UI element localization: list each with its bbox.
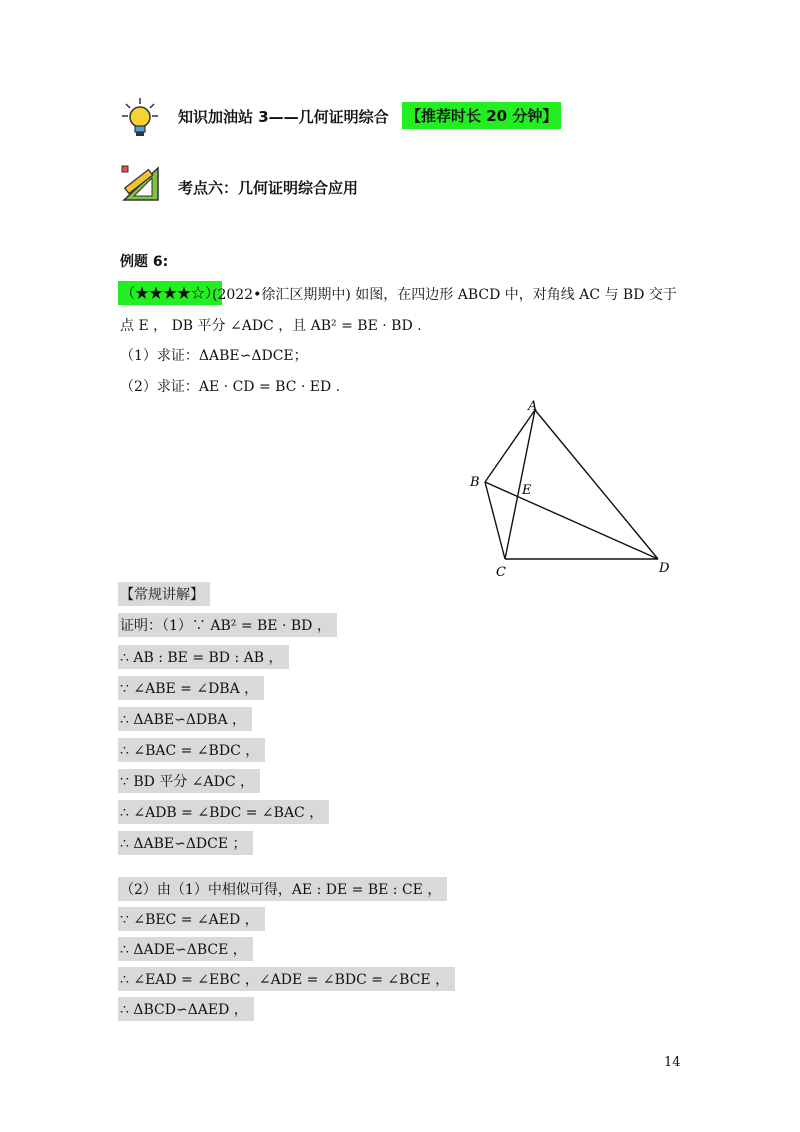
label-b: B — [470, 475, 480, 490]
lightbulb-icon — [120, 96, 160, 138]
label-c: C — [496, 565, 506, 580]
section-title: 知识加油站 3——几何证明综合 — [178, 108, 389, 126]
quadrilateral-figure — [460, 392, 680, 582]
problem-line-1: (2022•徐汇区期期中) 如图，在四边形 ABCD 中，对角线 AC 与 BD 交于 — [212, 287, 677, 303]
solution-line: ∴ ΔBCD∽ΔAED ， — [118, 997, 254, 1021]
edge-ad — [535, 410, 658, 559]
solution-line: ∴ AB : BE = BD : AB ， — [118, 645, 289, 669]
solution-line: ∴ ΔABE∽ΔDCE ； — [118, 831, 253, 855]
solution-title: 【常规讲解】 — [118, 582, 210, 606]
solution-line: ∵ BD 平分 ∠ADC ， — [118, 769, 260, 793]
solution-line: ∴ ∠ADB = ∠BDC = ∠BAC ， — [118, 800, 329, 824]
solution-line: ∵ ∠BEC = ∠AED ， — [118, 907, 265, 931]
edge-bc — [485, 482, 505, 559]
subsection-title: 考点六：几何证明综合应用 — [178, 179, 359, 197]
solution-line: ∴ ∠EAD = ∠EBC ，∠ADE = ∠BDC = ∠BCE ， — [118, 967, 455, 991]
difficulty-stars: （★★★★☆） — [118, 281, 222, 305]
problem-line-2: 点 E ， DB 平分 ∠ADC ，且 AB² = BE · BD . — [120, 318, 422, 334]
solution-line: ∵ ∠ABE = ∠DBA ， — [118, 676, 264, 700]
ruler-pencil-icon — [120, 162, 162, 204]
label-a: A — [528, 399, 538, 414]
solution-line: （2）由（1）中相似可得，AE : DE = BE : CE ， — [118, 877, 447, 901]
solution-line: ∴ ΔABE∽ΔDBA ， — [118, 707, 252, 731]
example-label: 例题 6: — [120, 254, 169, 270]
label-d: D — [659, 561, 670, 576]
diagonal-bd — [485, 482, 658, 559]
page-number: 14 — [664, 1055, 681, 1070]
question-1: （1）求证：ΔABE∽ΔDCE； — [120, 348, 308, 364]
solution-line: 证明：（1）∵ AB² = BE · BD ， — [118, 613, 337, 637]
question-2: （2）求证：AE · CD = BC · ED . — [120, 379, 341, 395]
time-badge: 【推荐时长 20 分钟】 — [402, 102, 561, 129]
solution-line: ∴ ΔADE∽ΔBCE ， — [118, 937, 253, 961]
label-e: E — [522, 483, 532, 498]
solution-line: ∴ ∠BAC = ∠BDC ， — [118, 738, 265, 762]
